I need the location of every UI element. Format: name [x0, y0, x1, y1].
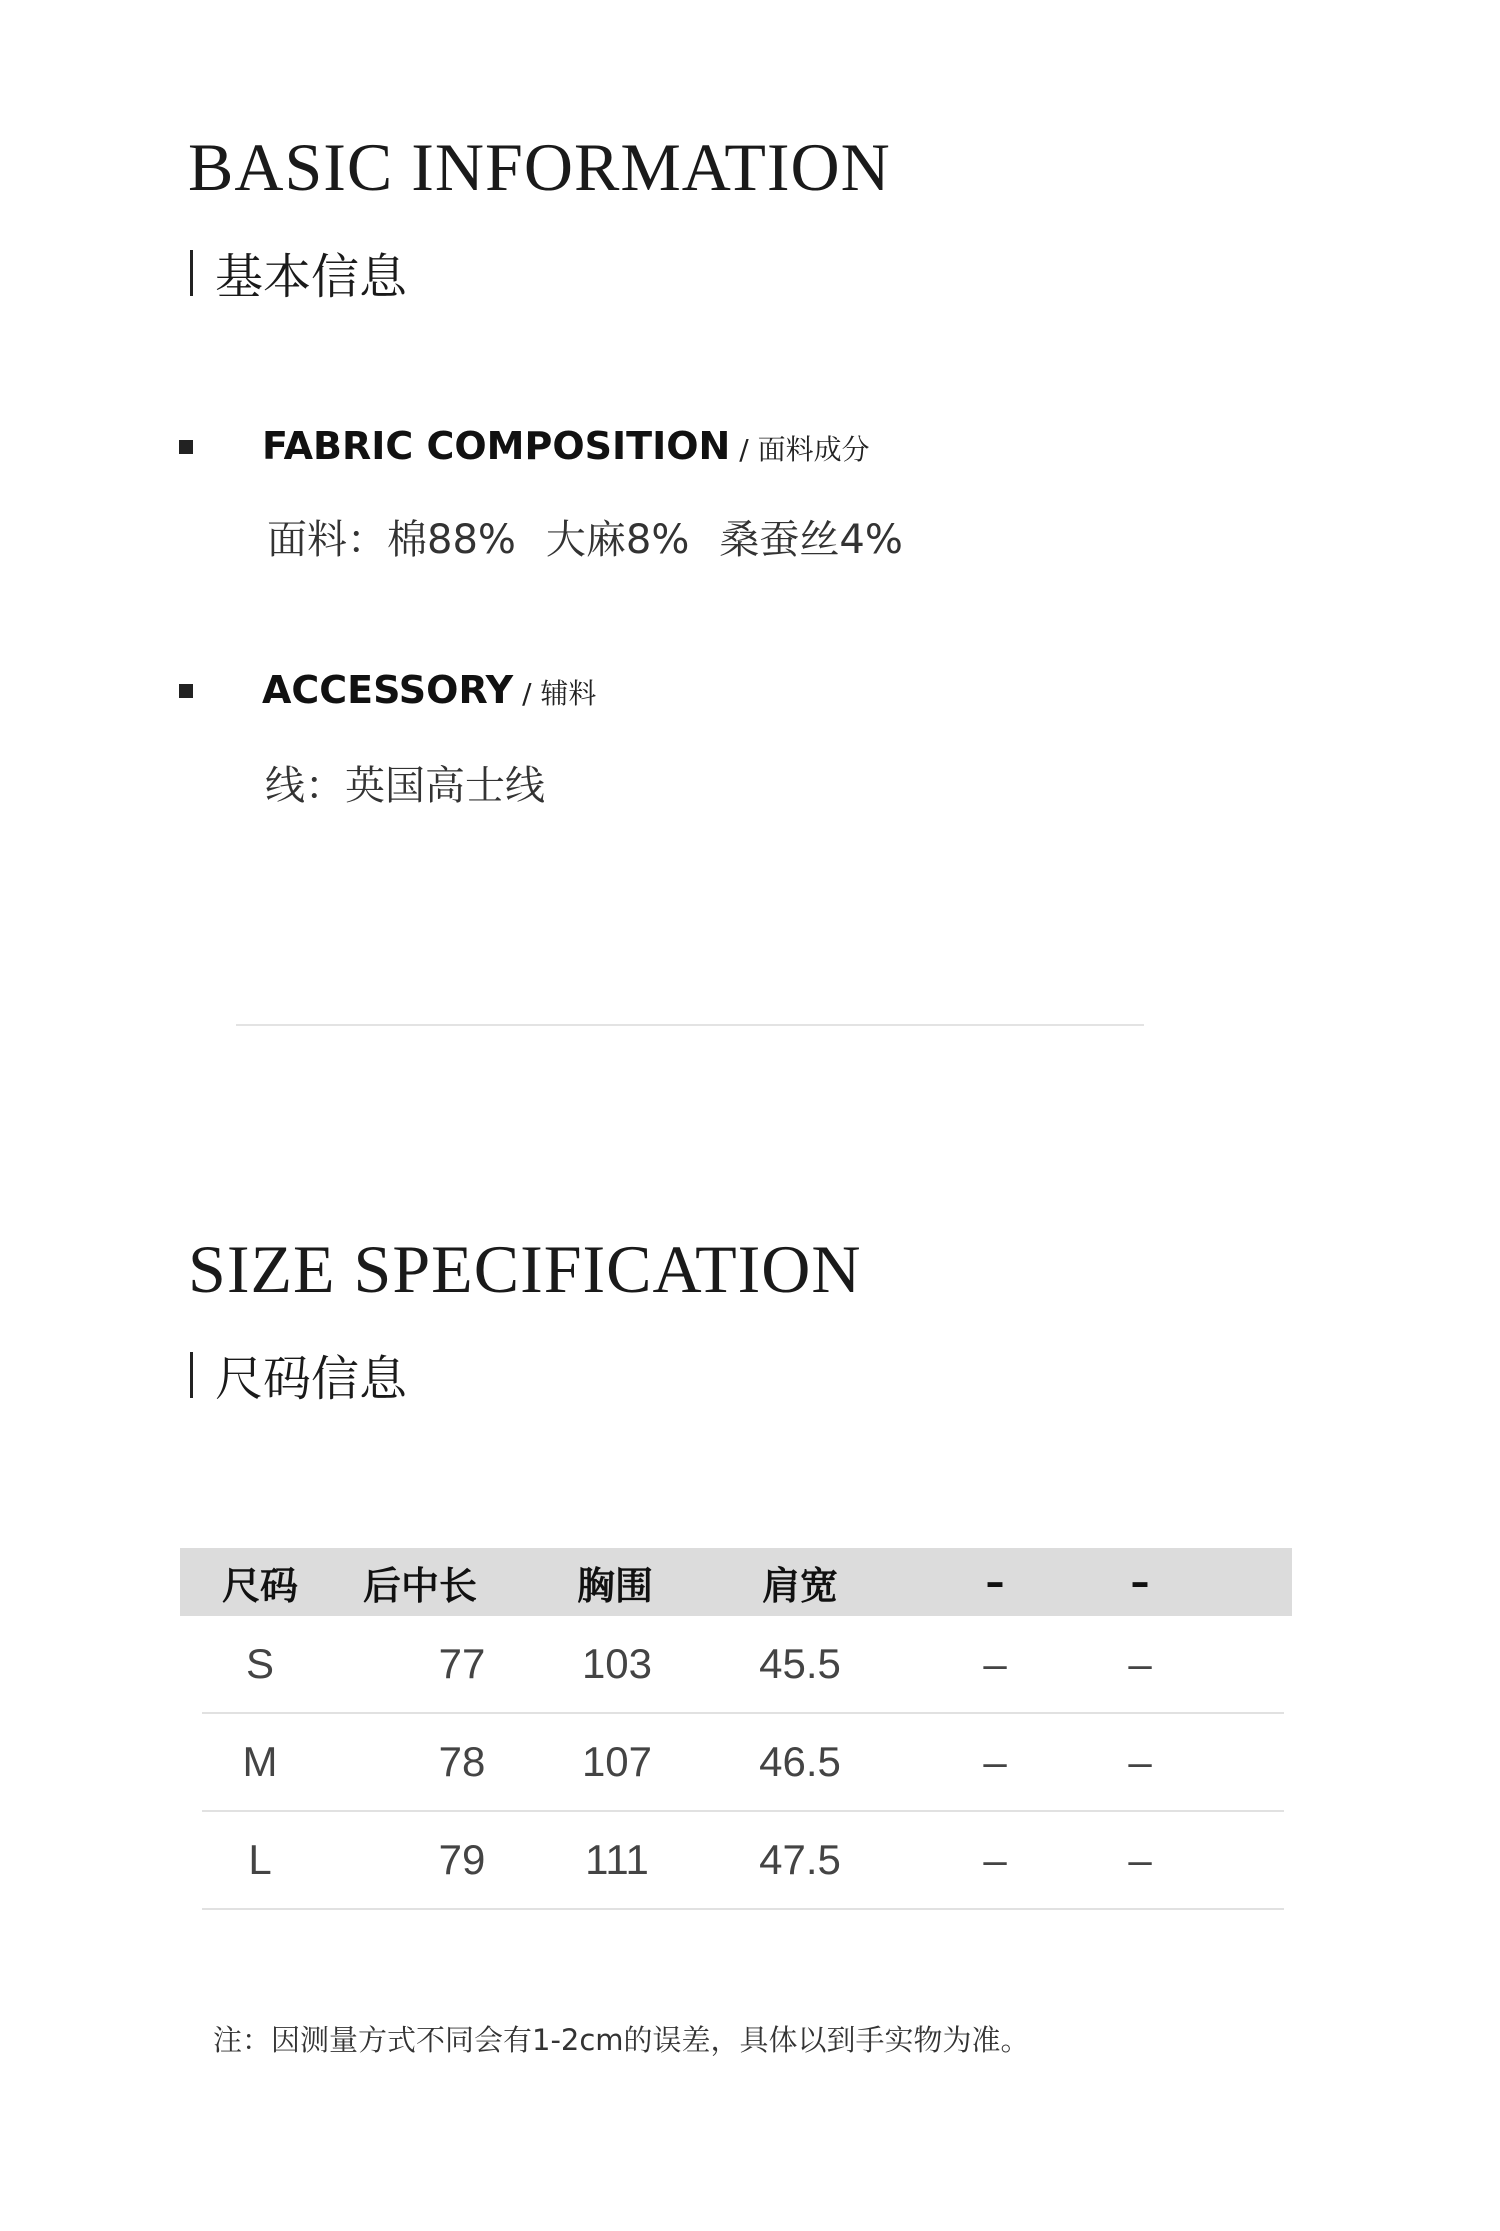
accessory-heading: [262, 668, 596, 712]
fabric-label-en: FABRIC COMPOSITION: [262, 424, 731, 468]
measurement-note: 注：因测量方式不同会有1-2cm的误差，具体以到手实物为准。: [213, 2023, 1030, 2057]
header-back-length: 后中长: [362, 1563, 477, 1608]
cell-empty-1: –: [983, 1836, 1007, 1883]
cell-size: S: [245, 1640, 274, 1687]
header-chest: 胸围: [576, 1563, 653, 1608]
section-divider: [236, 1024, 1144, 1026]
bullet-icon: [179, 440, 193, 454]
size-spec-subtitle-text: 尺码信息: [215, 1351, 408, 1407]
header-empty-1: –: [985, 1560, 1005, 1604]
cell-empty-2: –: [1128, 1836, 1152, 1883]
size-table: [180, 1548, 1292, 1910]
size-table-header: [180, 1548, 1292, 1616]
cell-empty-2: –: [1128, 1640, 1152, 1687]
cell-empty-1: –: [983, 1640, 1007, 1687]
table-row: [202, 1616, 1284, 1714]
cell-chest: 103: [581, 1640, 653, 1687]
header-empty-2: –: [1130, 1560, 1150, 1604]
cell-back-length: 79: [438, 1836, 486, 1883]
cell-size: L: [248, 1836, 272, 1883]
fabric-composition-heading: [262, 424, 870, 468]
cell-empty-1: –: [983, 1738, 1007, 1785]
cell-back-length: 77: [438, 1640, 486, 1687]
size-spec-subtitle: [190, 1340, 407, 1409]
bullet-icon: [179, 684, 193, 698]
fabric-value-hemp: 大麻8%: [545, 517, 690, 563]
cell-chest: 107: [581, 1738, 653, 1785]
table-row: [202, 1714, 1284, 1812]
basic-info-subtitle: [190, 238, 407, 307]
cell-shoulder: 47.5: [759, 1836, 841, 1883]
accessory-label-en: ACCESSORY: [262, 668, 514, 712]
fabric-composition-values: [267, 508, 903, 565]
title-bar-divider: [190, 250, 193, 296]
basic-info-subtitle-text: 基本信息: [215, 249, 408, 305]
cell-back-length: 78: [438, 1738, 486, 1785]
cell-size: M: [242, 1738, 278, 1785]
title-bar-divider: [190, 1352, 193, 1398]
header-shoulder: 肩宽: [761, 1563, 838, 1608]
table-row: [202, 1812, 1284, 1910]
header-size: 尺码: [221, 1563, 298, 1608]
cell-shoulder: 45.5: [759, 1640, 841, 1687]
fabric-value-silk: 桑蚕丝4%: [719, 517, 903, 563]
cell-empty-2: –: [1128, 1738, 1152, 1785]
fabric-value-cotton: 面料：棉88%: [267, 517, 516, 563]
cell-shoulder: 46.5: [759, 1738, 841, 1785]
accessory-label-cn: / 辅料: [513, 677, 597, 710]
size-spec-title: SIZE SPECIFICATION: [188, 1231, 862, 1307]
fabric-label-cn: / 面料成分: [730, 433, 870, 466]
cell-chest: 111: [585, 1836, 649, 1883]
accessory-value: 线：英国高士线: [265, 763, 545, 809]
basic-info-title: BASIC INFORMATION: [188, 129, 891, 205]
